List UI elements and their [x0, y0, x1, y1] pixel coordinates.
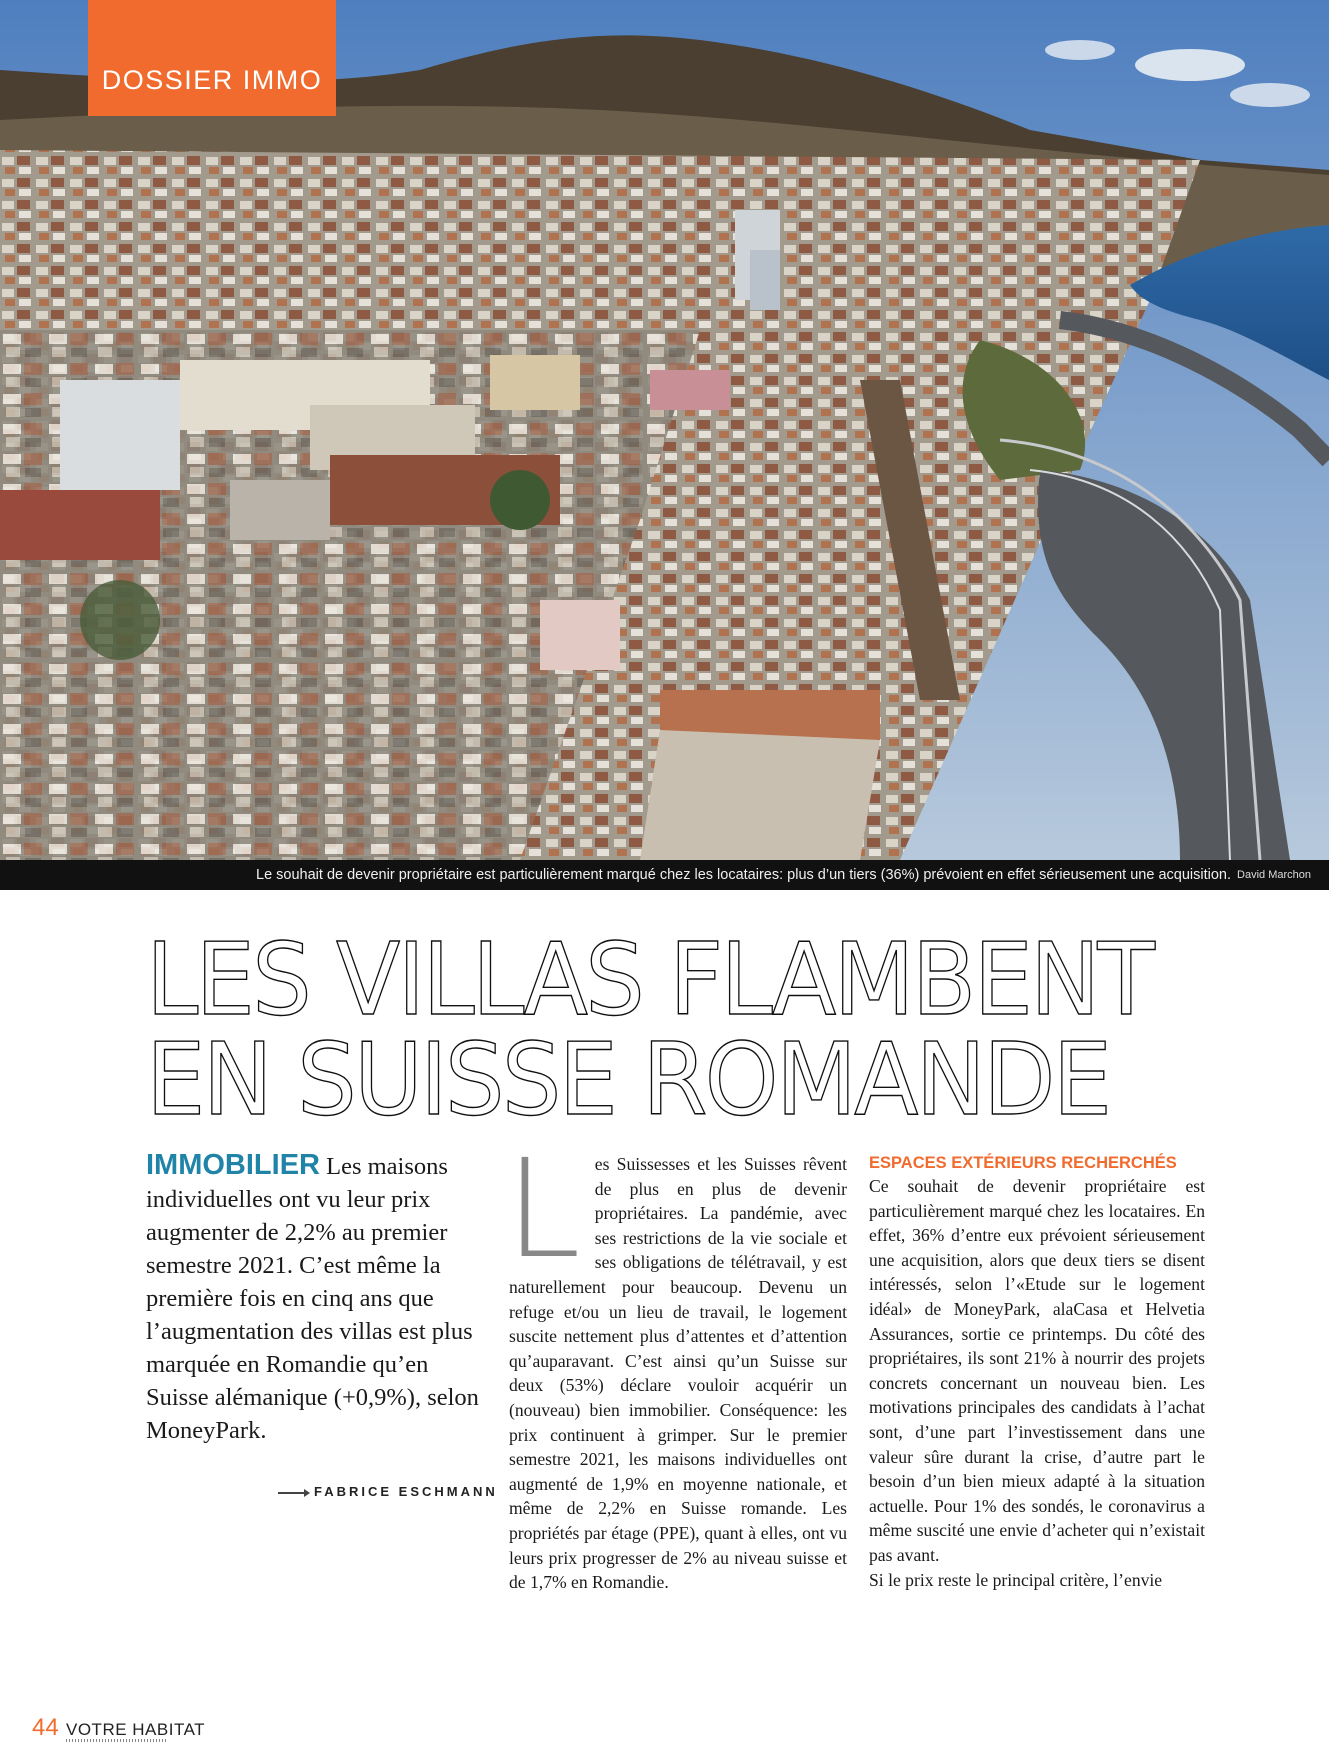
lead-kicker: IMMOBILIER [146, 1149, 320, 1181]
section-tag: DOSSIER IMMO [88, 0, 336, 116]
body-column-2 [505, 1131, 847, 1595]
photo-credit: David Marchon [1237, 869, 1311, 881]
headline-line-2: EN SUISSE ROMANDE [146, 1021, 1110, 1138]
drop-cap: L [505, 1131, 581, 1289]
lead-text: Les maisons individuelles ont vu leur prix augmenter de 2,2% au premier semestre 2021. C’est même la première fois en cinq ans que l’augmentation des villas est plus marquée en Romandie qu’en Suisse alémanique (+0,9%), selon MoneyPark. [146, 1153, 479, 1444]
footer-dotted-rule [66, 1739, 168, 1742]
byline-arrow-icon [278, 1492, 308, 1494]
page-number: 44 [32, 1714, 59, 1741]
article-headline [146, 921, 1208, 1138]
body-column-3 [869, 1152, 1205, 1592]
body-column-2-text: es Suissesses et les Suisses rêvent de plus en plus de devenir propriétaires. La pandémie, avec ses restrictions de la vie sociale et ses obligations de télétravail, y est naturellement pour beaucoup. Devenu un refuge et/ou un lieu de travail, le logement suscite nettement plus d’attentes et d’attention qu’auparavant. C’est ainsi qu’un Suisse sur deux (53%) déclare vouloir acquérir un (nouveau) bien immobilier. Conséquence: les prix continuent à grimper. Sur le premier semestre 2021, les maisons individuelles ont augmenté de 1,9% en moyenne nationale, et même de 2,2% en Suisse romande. Les propriétés par étage (PPE), quant à elles, ont vu leurs prix progresser de 2% au niveau suisse et de 1,7% en Romandie. [509, 1154, 847, 1593]
subhead: ESPACES EXTÉRIEURS RECHERCHÉS [869, 1154, 1177, 1172]
body-column-3-continued: Si le prix reste le principal critère, l’envie [869, 1569, 1163, 1590]
body-column-3-text: Ce souhait de devenir propriétaire est particulièrement marqué chez les locataires. En effet, 36% d’entre eux prévoient sérieusement une acquisition, alors que deux tiers se disent intéressés, selon l’«Etude sur le logement idéal» de MoneyPark, alaCasa et Helvetia Assurances, sortie ce printemps. Du côté des propriétaires, ils sont 21% à nourrir des projets concrets concernant un nouveau bien. Les motivations principales des candidats à l’achat sont, d’une part l’investissement dans une valeur sûre durant la crise, d’autre part le besoin d’un bien mieux adapté à la situation actuelle. Pour 1% des sondés, le coronavirus a même suscité une envie d’acheter qui n’existait pas avant. [869, 1176, 1205, 1565]
byline-author: FABRICE ESCHMANN [314, 1484, 498, 1499]
headline-line-1: LES VILLAS FLAMBENT [146, 921, 1153, 1038]
photo-caption: Le souhait de devenir propriétaire est particulièrement marqué chez les locataires: plus d’un tiers (36%) prévoient en effet sérieusement une acquisition. [256, 867, 1232, 883]
photo-caption-bar [0, 860, 1329, 890]
lead-paragraph [146, 1149, 484, 1447]
publication-name: VOTRE HABITAT [66, 1720, 206, 1739]
byline [278, 1484, 498, 1499]
aerial-city-illustration [0, 0, 1329, 860]
hero-photo [0, 0, 1329, 860]
